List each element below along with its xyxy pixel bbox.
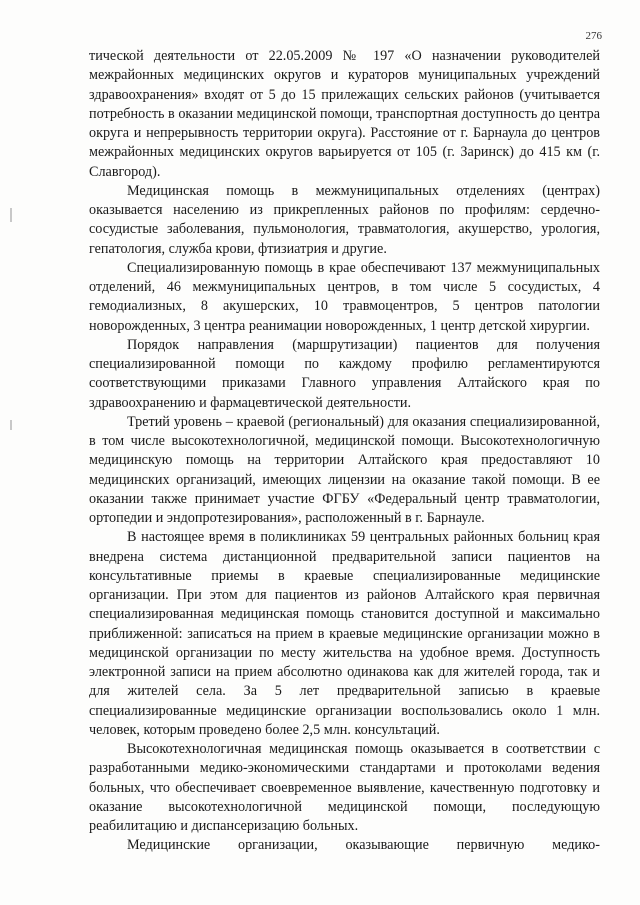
paragraph: Высокотехнологичная медицинская помощь оказывается в соответствии с разработанными медико-экономическими стандартами и протоколами ведения больных, что обеспечивает своевременное выявление, качественную подготовку и оказание высокотехнологичной медицинской помощи, последующую реабилитацию и диспансеризацию больных.	[89, 741, 600, 834]
paragraph: Третий уровень – краевой (региональный) для оказания специализированной, в том числе высокотехнологичной, медицинской помощи. Высокотехнологичную медицинскую помощь на территории Алтайского края предоставляют 10 медицинских организаций, имеющих лицензии на оказание такой помощи. В ее оказании также принимает участие ФГБУ «Федеральный центр травматологии, ортопедии и эндопротезирования», расположенный в г. Барнауле.	[89, 413, 600, 526]
paragraph: Специализированную помощь в крае обеспечивают 137 межмуниципальных отделений, 46 межмуниципальных центров, в том числе 5 сосудистых, 4 гемодиализных, 8 акушерских, 10 травмоцентров, 5 центров патологии новорожденных, 3 центра реанимации новорожденных, 1 центр детской хирургии.	[89, 259, 600, 334]
body-text	[89, 47, 600, 856]
scan-edge-mark	[10, 420, 12, 430]
paragraph: тической деятельности от 22.05.2009 № 197 «О назначении руководителей межрайонных медицинских округов и кураторов муниципальных учреждений здравоохранения» входят от 5 до 15 прилежащих сельских районов (учитывается потребность в оказании медицинской помощи, транспортная доступность до центра округа и непрерывность территории округа). Расстояние от г. Барнаула до центров межрайонных медицинских округов варьируется от 105 (г. Заринск) до 415 км (г. Славгород).	[89, 48, 600, 180]
paragraph: Медицинские организации, оказывающие первичную медико-	[127, 837, 600, 854]
scan-edge-mark	[10, 208, 12, 222]
paragraph: Медицинская помощь в межмуниципальных отделениях (центрах) оказывается населению из прикрепленных районов по профилям: сердечно-сосудистые заболевания, пульмонология, травматология, акушерство, урология, гепатология, служба крови, фтизиатрия и другие.	[89, 182, 600, 257]
paragraph: В настоящее время в поликлиниках 59 центральных районных больниц края внедрена система дистанционной предварительной записи пациентов на консультативные приемы в краевые специализированные медицинские организации. При этом для пациентов из районов Алтайского края первичная специализированная медицинская помощь становится доступной и максимально приближенной: записаться на прием в краевые медицинские организации можно в медицинской организации по месту жительства на удобное время. Доступность электронной записи на прием абсолютно одинакова как для жителей города, так и для жителей села. За 5 лет предварительной записью в краевые специализированные медицинские организации воспользовались около 1 млн. человек, которым проведено более 2,5 млн. консультаций.	[89, 529, 600, 738]
page-number: 276	[585, 30, 602, 42]
paragraph: Порядок направления (маршрутизации) пациентов для получения специализированной помощи по каждому профилю регламентируются соответствующими приказами Главного управления Алтайского края по здравоохранению и фармацевтической деятельности.	[89, 336, 600, 411]
